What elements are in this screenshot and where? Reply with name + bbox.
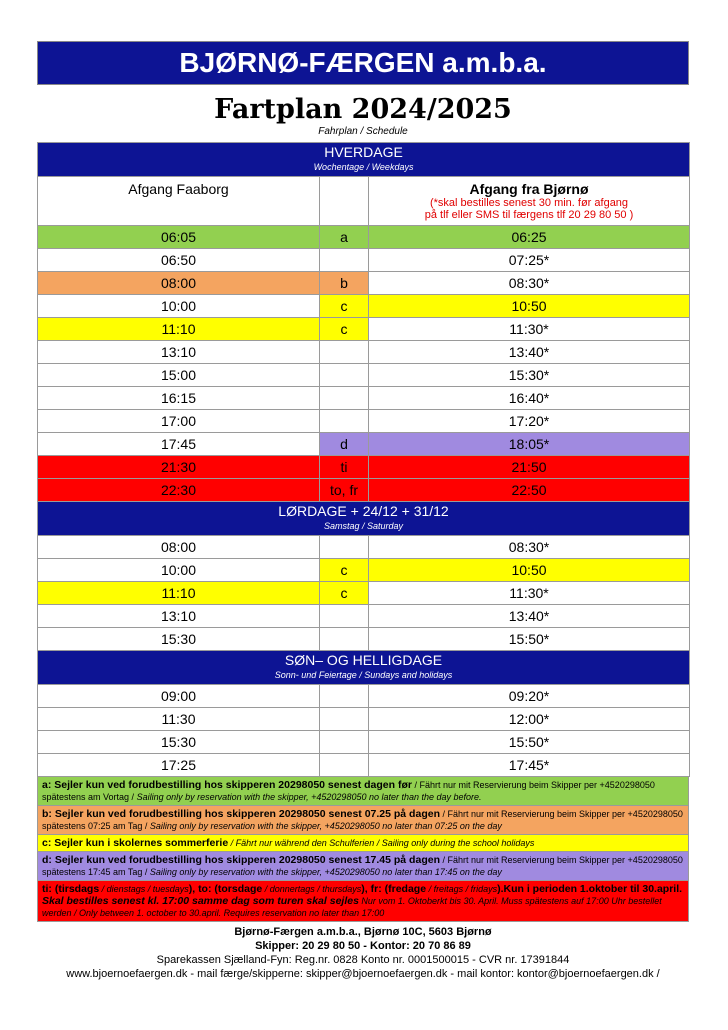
footnote-code: c <box>320 582 369 605</box>
footnote-code <box>320 628 369 651</box>
footnote-to: ), to: (torsdage <box>188 883 263 895</box>
footnote-b-translation-en: Sailing only by reservation with the skipper, +4520298050 no later than 07:25 on the day <box>149 821 502 831</box>
table-row <box>38 479 690 502</box>
departure-faaborg: 11:10 <box>38 318 320 341</box>
page-subtitle: Fahrplan / Schedule <box>318 126 408 137</box>
departure-bjornoe: 13:40* <box>369 341 690 364</box>
section-subtitle: Wochentage / Weekdays <box>313 161 414 172</box>
footnote-code <box>320 605 369 628</box>
table-row <box>38 559 690 582</box>
table-row <box>38 364 690 387</box>
departure-bjornoe: 08:30* <box>369 272 690 295</box>
footer-bank: Sparekassen Sjælland-Fyn: Reg.nr. 0828 Konto nr. 0001500015 - CVR nr. 17391844 <box>156 954 570 966</box>
departure-faaborg: 06:50 <box>38 249 320 272</box>
footnote-b-translation-de: / Fährt nur mit Reservierung beim Skipper per +4520298050 spätestens 07:25 am Tag / <box>42 809 683 831</box>
departure-bjornoe: 17:20* <box>369 410 690 433</box>
footnote-code: to, fr <box>320 479 369 502</box>
departure-faaborg: 06:05 <box>38 226 320 249</box>
table-row <box>38 536 690 559</box>
footnote-c-translation-de: / Fährt nur während den Schulferien / <box>228 838 382 848</box>
departure-bjornoe: 11:30* <box>369 582 690 605</box>
footnote-code <box>320 249 369 272</box>
departure-bjornoe: 10:50 <box>369 295 690 318</box>
departure-bjornoe: 15:50* <box>369 628 690 651</box>
table-row <box>38 387 690 410</box>
departure-bjornoe: 06:25 <box>369 226 690 249</box>
footnote-a-main: a: Sejler kun ved forudbestilling hos skipperen 20298050 senest dagen før <box>42 779 412 791</box>
departure-faaborg: 13:10 <box>38 341 320 364</box>
departure-faaborg: 15:30 <box>38 628 320 651</box>
table-row <box>38 226 690 249</box>
booking-note-line-1: (*skal bestilles senest 30 min. før afgang <box>429 197 629 209</box>
footnote-code: ti <box>320 456 369 479</box>
footnote-fr-translation: / freitags / fridays <box>426 884 498 894</box>
footer-phone: Skipper: 20 29 80 50 - Kontor: 20 70 86 89 <box>255 940 471 952</box>
departure-bjornoe: 07:25* <box>369 249 690 272</box>
page-title: Fartplan 2024/2025 <box>214 94 512 125</box>
company-banner: BJØRNØ-FÆRGEN a.m.b.a. <box>37 41 689 85</box>
footnote-c-main: c: Sejler kun i skolernes sommerferie <box>42 837 229 849</box>
departure-bjornoe: 16:40* <box>369 387 690 410</box>
table-row <box>38 708 690 731</box>
schedule-table <box>37 142 690 777</box>
footnote-d-main: d: Sejler kun ved forudbestilling hos skipperen 20298050 senest 17.45 på dagen <box>42 854 440 866</box>
departure-bjornoe: 15:50* <box>369 731 690 754</box>
footnote-ti-translation: / dienstags / tuesdays <box>99 884 189 894</box>
footnote-booking-deadline: Skal bestilles senest kl. 17:00 samme dag som turen skal sejles <box>42 895 359 907</box>
footnote-code: c <box>320 559 369 582</box>
departure-bjornoe: 17:45* <box>369 754 690 777</box>
table-row <box>38 318 690 341</box>
footnote-code <box>320 410 369 433</box>
table-row <box>38 249 690 272</box>
footnote-code <box>320 536 369 559</box>
footnote-code: b <box>320 272 369 295</box>
footnote-ti-to-fr <box>37 881 689 922</box>
footnote-code <box>320 341 369 364</box>
table-row <box>38 341 690 364</box>
table-row <box>38 685 690 708</box>
footnote-code <box>320 387 369 410</box>
footnote-to-translation: / donnertags / thursdays <box>262 884 362 894</box>
departure-faaborg: 21:30 <box>38 456 320 479</box>
footnote-d-translation-de: / Fährt nur mit Reservierung beim Skipper per +4520298050 spätestens 17:45 am Tag / <box>42 855 683 877</box>
departure-bjornoe: 08:30* <box>369 536 690 559</box>
footnote-code <box>320 731 369 754</box>
footnote-a-translation-de: / Fährt nur mit Reservierung beim Skipper per +4520298050 spätestens am Vortag / <box>42 780 655 802</box>
footnote-code: a <box>320 226 369 249</box>
column-header-faaborg: Afgang Faaborg <box>128 181 229 197</box>
departure-faaborg: 11:10 <box>38 582 320 605</box>
departure-faaborg: 10:00 <box>38 295 320 318</box>
departure-bjornoe: 22:50 <box>369 479 690 502</box>
table-row <box>38 582 690 605</box>
footnote-a <box>37 777 689 806</box>
departure-faaborg: 15:00 <box>38 364 320 387</box>
timetable-page <box>37 41 689 981</box>
column-header-row <box>38 177 690 226</box>
table-row <box>38 456 690 479</box>
footnote-c-translation-en: Sailing only during the school holidays <box>381 838 535 848</box>
departure-bjornoe: 10:50 <box>369 559 690 582</box>
footnote-code: c <box>320 318 369 341</box>
departure-faaborg: 17:00 <box>38 410 320 433</box>
departure-faaborg: 10:00 <box>38 559 320 582</box>
footnote-d <box>37 852 689 881</box>
table-row <box>38 433 690 456</box>
booking-note-line-2: på tlf eller SMS til færgens tlf 20 29 80 50 ) <box>424 209 634 221</box>
departure-faaborg: 08:00 <box>38 536 320 559</box>
section-title: HVERDAGE <box>324 143 403 160</box>
departure-faaborg: 15:30 <box>38 731 320 754</box>
footnote-d-translation-en: Sailing only by reservation with the skipper, +4520298050 no later than 17:45 on the day <box>149 867 502 877</box>
footnote-code: c <box>320 295 369 318</box>
footnote-c <box>37 835 689 852</box>
footer-address: Bjørnø-Færgen a.m.b.a., Bjørnø 10C, 5603 Bjørnø <box>234 926 492 938</box>
departure-bjornoe: 09:20* <box>369 685 690 708</box>
footnote-code <box>320 708 369 731</box>
departure-faaborg: 22:30 <box>38 479 320 502</box>
footnote-code <box>320 685 369 708</box>
table-row <box>38 295 690 318</box>
footnote-code <box>320 364 369 387</box>
footnote-period: ).Kun i perioden 1.oktober til 30.april. <box>497 883 683 895</box>
section-sunday <box>38 651 690 685</box>
departure-faaborg: 08:00 <box>38 272 320 295</box>
departure-bjornoe: 21:50 <box>369 456 690 479</box>
departure-bjornoe: 12:00* <box>369 708 690 731</box>
footnotes <box>37 777 689 922</box>
section-weekdays <box>38 143 690 177</box>
footnote-code <box>320 754 369 777</box>
contact-footer <box>37 925 689 981</box>
table-row <box>38 605 690 628</box>
departure-bjornoe: 15:30* <box>369 364 690 387</box>
footnote-ti: ti: (tirsdags <box>42 883 100 895</box>
departure-bjornoe: 13:40* <box>369 605 690 628</box>
footnote-code: d <box>320 433 369 456</box>
table-row <box>38 754 690 777</box>
column-header-bjornoe: Afgang fra Bjørnø <box>469 181 589 197</box>
footnote-fr: ), fr: (fredage <box>361 883 427 895</box>
departure-bjornoe: 18:05* <box>369 433 690 456</box>
departure-bjornoe: 11:30* <box>369 318 690 341</box>
departure-faaborg: 16:15 <box>38 387 320 410</box>
departure-faaborg: 17:45 <box>38 433 320 456</box>
table-row <box>38 731 690 754</box>
section-title: LØRDAGE + 24/12 + 31/12 <box>278 502 449 519</box>
footnote-period-translation: Nur vom 1. Oktoberkt bis 30. April. Muss spätestens auf 17:00 Uhr bestellet werden / Only between 1. october to 30.april. Requires reservation no later than 17:00 <box>42 896 662 918</box>
departure-faaborg: 13:10 <box>38 605 320 628</box>
footnote-b <box>37 806 689 835</box>
departure-faaborg: 11:30 <box>38 708 320 731</box>
table-row <box>38 628 690 651</box>
footnote-a-translation-en: Sailing only by reservation with the skipper, +4520298050 no later than the day before. <box>136 792 482 802</box>
footer-web-mail: www.bjoernoefaergen.dk - mail færge/skipperne: skipper@bjoernoefaergen.dk - mail kontor: kontor@bjoernoefaergen.dk / <box>66 968 660 980</box>
footnote-b-main: b: Sejler kun ved forudbestilling hos skipperen 20298050 senest 07.25 på dagen <box>42 808 440 820</box>
section-subtitle: Sonn- und Feiertage / Sundays and holidays <box>274 669 453 680</box>
table-row <box>38 410 690 433</box>
section-subtitle: Samstag / Saturday <box>323 520 404 531</box>
departure-faaborg: 17:25 <box>38 754 320 777</box>
departure-faaborg: 09:00 <box>38 685 320 708</box>
table-row <box>38 272 690 295</box>
section-saturday <box>38 502 690 536</box>
section-title: SØN– OG HELLIGDAGE <box>284 651 443 668</box>
